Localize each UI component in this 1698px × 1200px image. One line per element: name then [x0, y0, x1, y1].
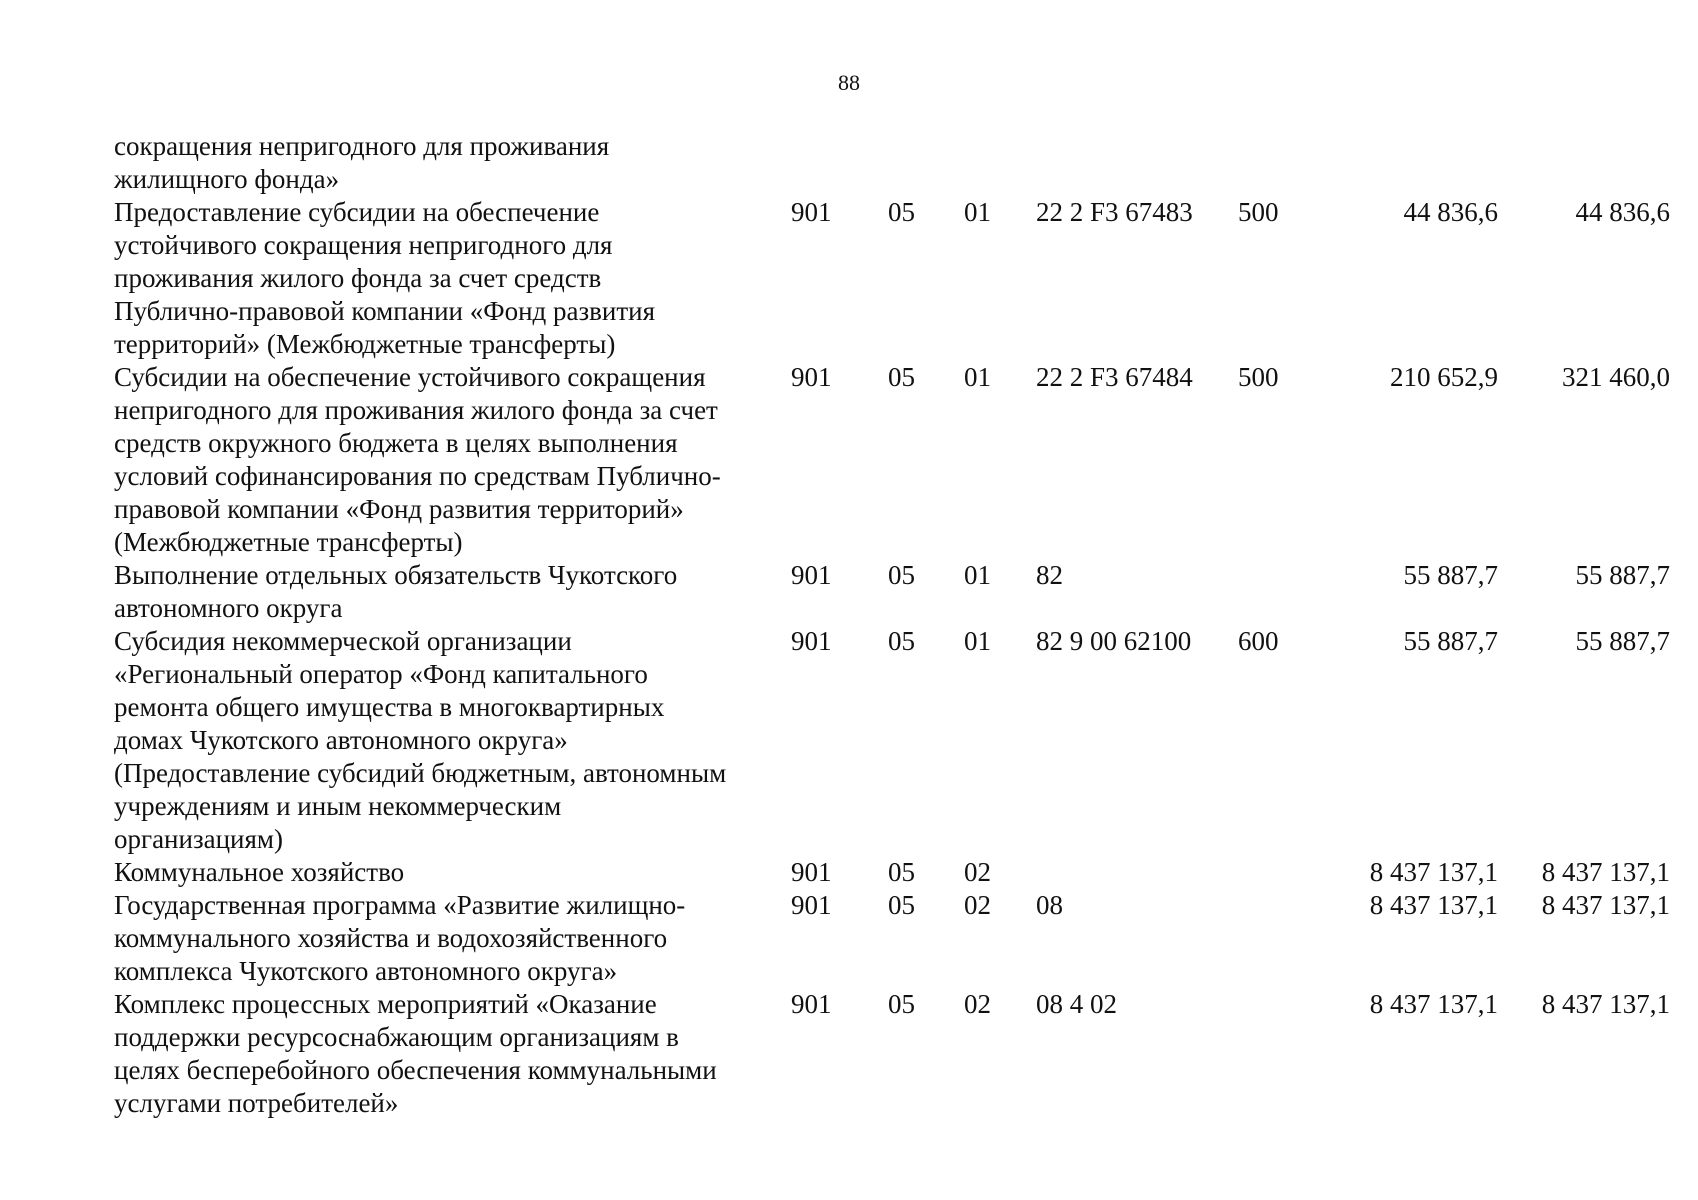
- row-sum-2: 55 887,7: [1575, 626, 1670, 656]
- row-gr-code: 901: [791, 989, 832, 1019]
- row-rz-code: 05: [888, 560, 915, 590]
- row-rz-code: 05: [888, 197, 915, 227]
- row-vr-code: 600: [1238, 626, 1279, 656]
- row-vr-code: [1238, 988, 1348, 1120]
- row-sum-2: [1498, 130, 1670, 196]
- row-gr-code: [789, 130, 888, 196]
- row-vr-code: [1238, 856, 1348, 889]
- table-row: [114, 625, 1670, 856]
- table-row: [114, 988, 1670, 1120]
- table-body: [114, 130, 1670, 1120]
- page-number: 88: [838, 70, 860, 95]
- row-csr-code: 82: [1036, 560, 1063, 590]
- row-name: сокращения непригодного для проживания жилищного фонда»: [114, 131, 610, 194]
- row-csr-code: 82 9 00 62100: [1036, 626, 1192, 656]
- row-sum-1: 55 887,7: [1403, 560, 1498, 590]
- row-rz-code: 05: [888, 890, 915, 920]
- row-sum-1: 8 437 137,1: [1369, 890, 1498, 920]
- row-pr-code: 01: [964, 197, 991, 227]
- budget-table: [114, 130, 1670, 1120]
- row-sum-1: [1348, 130, 1498, 196]
- row-sum-2: 8 437 137,1: [1541, 989, 1670, 1019]
- row-sum-1: 55 887,7: [1403, 626, 1498, 656]
- row-pr-code: 01: [964, 626, 991, 656]
- row-sum-2: 321 460,0: [1562, 362, 1670, 392]
- row-gr-code: 901: [791, 197, 832, 227]
- row-pr-code: [964, 130, 1036, 196]
- row-name: Комплекс процессных мероприятий «Оказание поддержки ресурсоснабжающим организациям в целях бесперебойного обеспечения коммунальными услугами потребителей»: [114, 989, 717, 1118]
- row-gr-code: 901: [791, 626, 832, 656]
- row-vr-code: [1238, 889, 1348, 988]
- row-vr-code: 500: [1238, 197, 1279, 227]
- row-name: Субсидии на обеспечение устойчивого сокращения непригодного для проживания жилого фонда за счет средств окружного бюджета в целях выполнения условий софинансирования по средствам Публично- правовой компании «Фонд развития территорий» (Межбюджетные трансферты): [114, 362, 721, 557]
- row-name: Коммунальное хозяйство: [114, 857, 405, 887]
- table-row: [114, 130, 1670, 196]
- row-csr-code: 08 4 02: [1036, 989, 1117, 1019]
- table-row: [114, 361, 1670, 559]
- row-rz-code: [888, 130, 964, 196]
- row-csr-code: 08: [1036, 890, 1063, 920]
- row-gr-code: 901: [791, 857, 832, 887]
- table-row: [114, 196, 1670, 361]
- table-row: [114, 559, 1670, 625]
- row-sum-1: 8 437 137,1: [1369, 857, 1498, 887]
- row-sum-1: 8 437 137,1: [1369, 989, 1498, 1019]
- row-pr-code: 01: [964, 362, 991, 392]
- row-gr-code: 901: [791, 890, 832, 920]
- row-gr-code: 901: [791, 560, 832, 590]
- table-row: [114, 856, 1670, 889]
- row-vr-code: 500: [1238, 362, 1279, 392]
- row-name: Предоставление субсидии на обеспечение устойчивого сокращения непригодного для проживания жилого фонда за счет средств Публично-правовой компании «Фонд развития территорий» (Межбюджетные трансферты): [114, 197, 656, 359]
- row-rz-code: 05: [888, 362, 915, 392]
- row-name: Субсидия некоммерческой организации «Региональный оператор «Фонд капитального ремонта общего имущества в многоквартирных домах Чукотского автономного округа» (Предоставление субсидий бюджетным, автономным учреждениям и иным некоммерческим организациям): [114, 626, 727, 854]
- row-name: Государственная программа «Развитие жилищно- коммунального хозяйства и водохозяйственного комплекса Чукотского автономного округа»: [114, 890, 686, 986]
- row-sum-2: 8 437 137,1: [1541, 890, 1670, 920]
- row-name: Выполнение отдельных обязательств Чукотского автономного округа: [114, 560, 678, 623]
- row-pr-code: 01: [964, 560, 991, 590]
- row-csr-code: 22 2 F3 67484: [1036, 362, 1193, 392]
- row-gr-code: 901: [791, 362, 832, 392]
- row-rz-code: 05: [888, 989, 915, 1019]
- row-rz-code: 05: [888, 857, 915, 887]
- row-pr-code: 02: [964, 857, 991, 887]
- row-csr-code: [1036, 130, 1238, 196]
- row-sum-2: 8 437 137,1: [1541, 857, 1670, 887]
- row-vr-code: [1238, 130, 1348, 196]
- row-sum-1: 44 836,6: [1403, 197, 1498, 227]
- row-sum-2: 44 836,6: [1575, 197, 1670, 227]
- row-csr-code: 22 2 F3 67483: [1036, 197, 1193, 227]
- row-csr-code: [1036, 856, 1238, 889]
- row-sum-1: 210 652,9: [1390, 362, 1498, 392]
- row-sum-2: 55 887,7: [1575, 560, 1670, 590]
- table-row: [114, 889, 1670, 988]
- row-rz-code: 05: [888, 626, 915, 656]
- row-pr-code: 02: [964, 890, 991, 920]
- row-vr-code: [1238, 559, 1348, 625]
- row-pr-code: 02: [964, 989, 991, 1019]
